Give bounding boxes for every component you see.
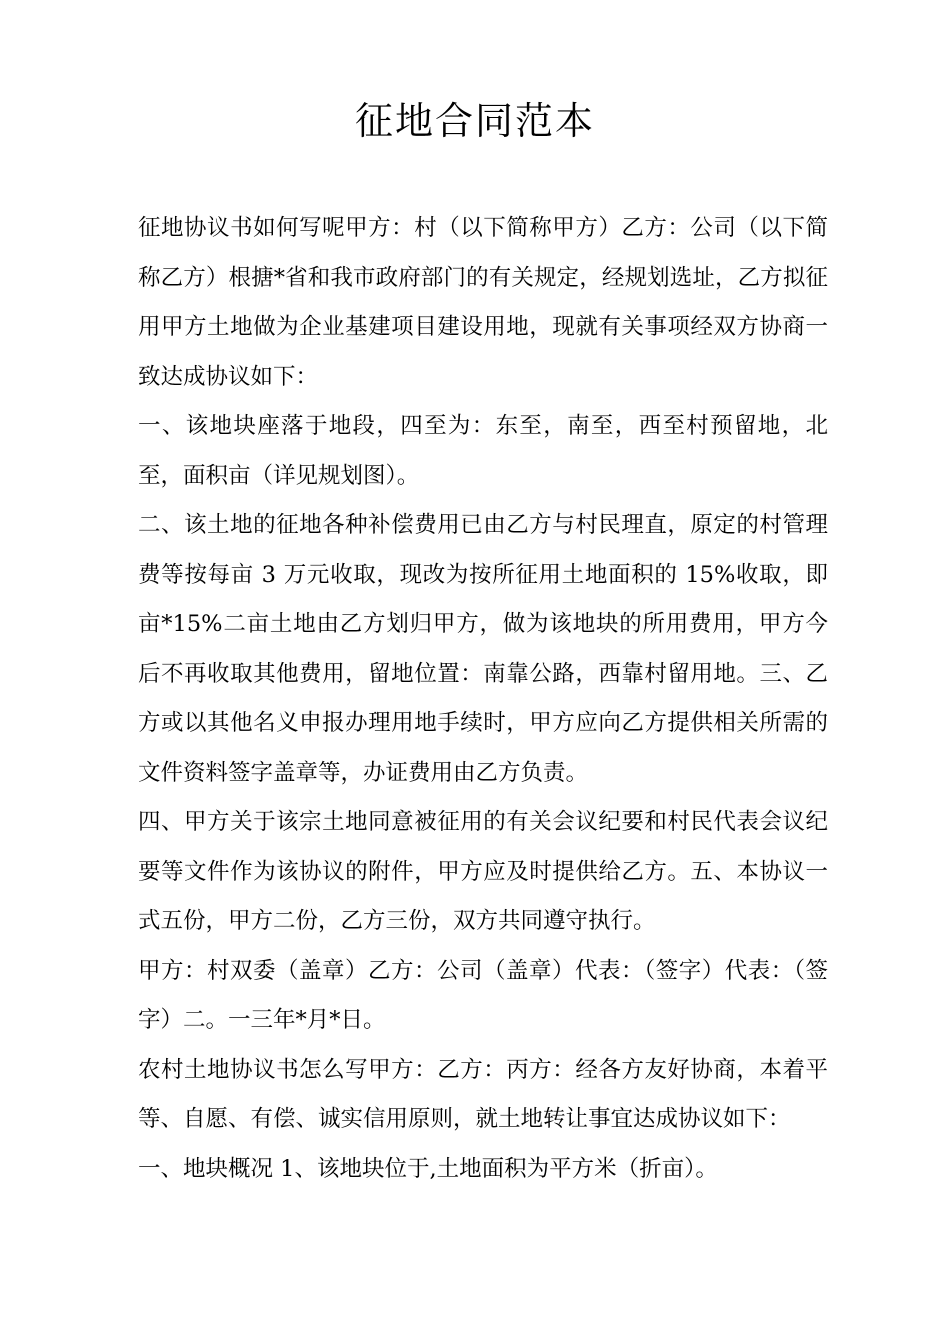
paragraph-plot-overview: 一、地块概况 1、该地块位于,土地面积为平方米（折亩）。	[138, 1155, 718, 1182]
document-title: 征地合同范本	[354, 99, 595, 143]
document-body	[138, 204, 828, 1194]
paragraph-rural-agreement-intro: 农村土地协议书怎么写甲方：乙方：丙方：经各方友好协商，本着平等、自愿、有偿、诚实信用原则，就土地转让事宜达成协议如下：	[138, 1056, 828, 1132]
paragraph-signatures: 甲方：村双委（盖章）乙方：公司（盖章）代表：（签字）代表：（签字）二。一三年*月*日。	[138, 957, 828, 1033]
paragraph-intro: 征地协议书如何写呢甲方：村（以下简称甲方）乙方：公司（以下简称乙方）根搪*省和我市政府部门的有关规定，经规划选址，乙方拟征用甲方土地做为企业基建项目建设用地，现就有关事项经双方协商一致达成协议如下：	[138, 215, 828, 390]
paragraph-clause-4-5: 四、甲方关于该宗土地同意被征用的有关会议纪要和村民代表会议纪要等文件作为该协议的附件，甲方应及时提供给乙方。五、本协议一式五份，甲方二份，乙方三份，双方共同遵守执行。	[138, 809, 828, 934]
paragraph-clause-2-3: 二、该土地的征地各种补偿费用已由乙方与村民理直，原定的村管理费等按每亩 3 万元收取，现改为按所征用土地面积的 15%收取，即亩*15%二亩土地由乙方划归甲方，做为该地块的所用费用，甲方今后不再收取其他费用，留地位置：南靠公路，西靠村留用地。三、乙方或以其他名义申报办理用地手续时，甲方应向乙方提供相关所需的文件资料签字盖章等，办证费用由乙方负责。	[138, 512, 828, 786]
paragraph-clause-1: 一、该地块座落于地段，四至为：东至，南至，西至村预留地，北至，面积亩（详见规划图）。	[138, 413, 828, 489]
